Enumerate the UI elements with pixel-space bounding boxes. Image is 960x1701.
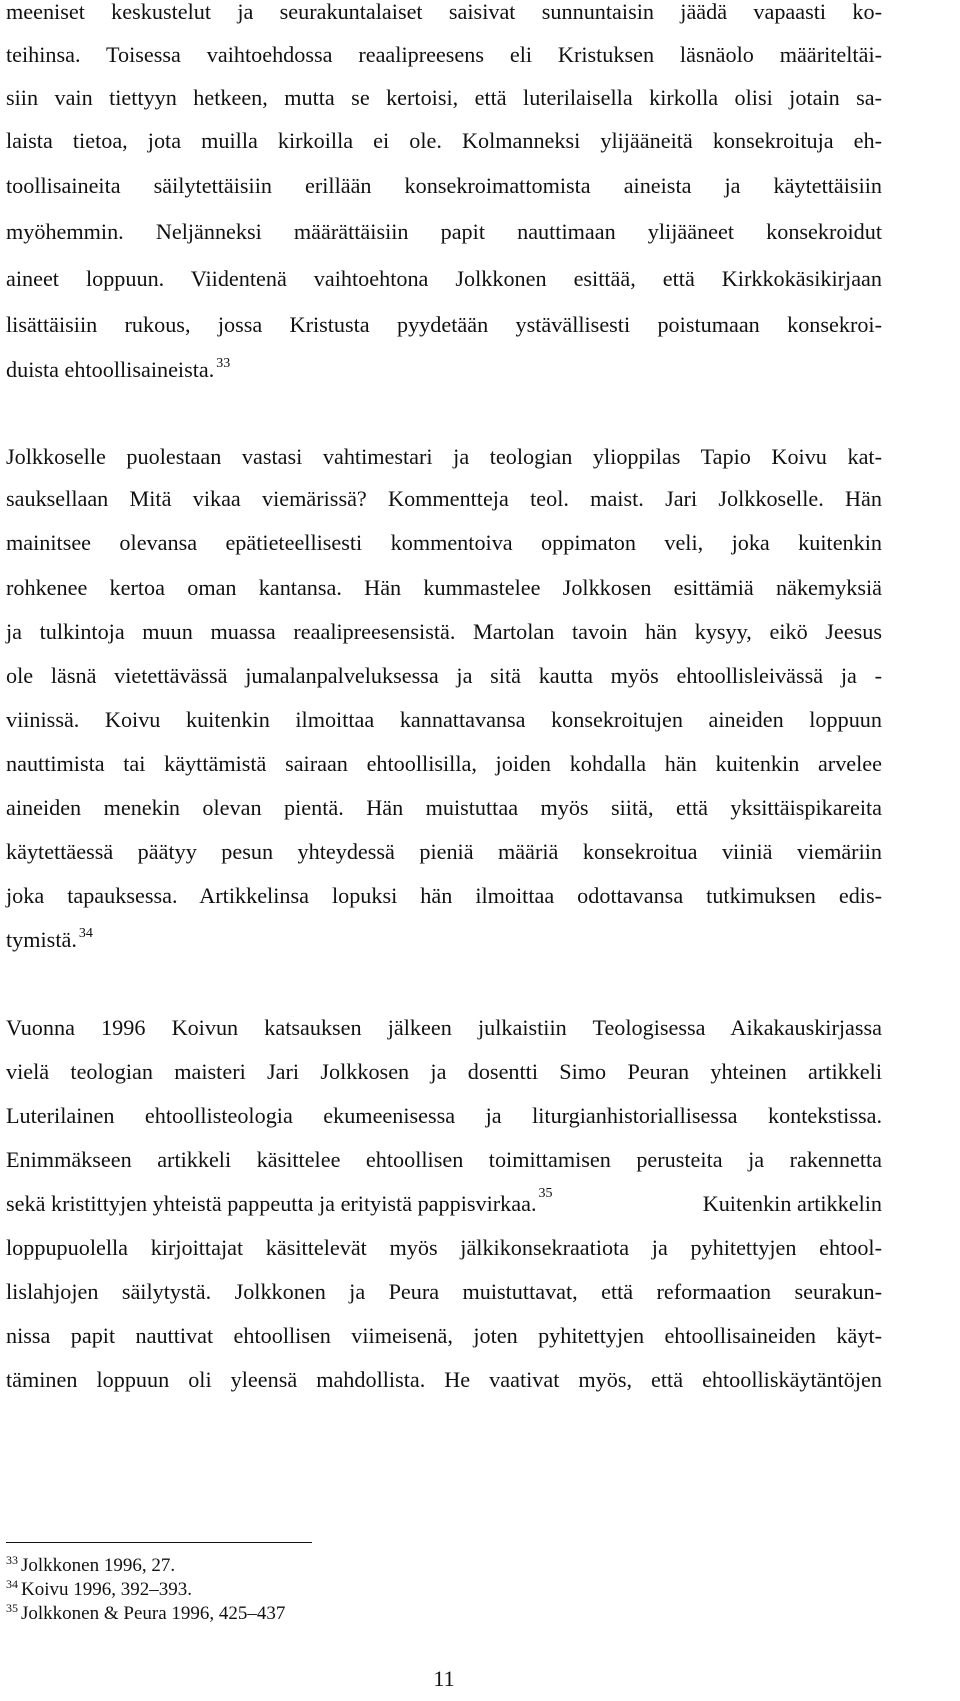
text-line: Luterilainen ehtoollisteologia ekumeenisessa ja liturgianhistoriallisessa kontekstissa.	[6, 1103, 882, 1128]
text-line: nissa papit nauttivat ehtoollisen viimeisenä, joten pyhitettyjen ehtoollisaineiden käyt-	[6, 1323, 882, 1348]
text-line: vielä teologian maisteri Jari Jolkkosen ja dosentti Simo Peuran yhteinen artikkeli	[6, 1059, 882, 1084]
text-line: sauksellaan Mitä vikaa viemärissä? Kommentteja teol. maist. Jari Jolkkoselle. Hän	[6, 486, 882, 511]
text-line: loppupuolella kirjoittajat käsittelevät myös jälkikonsekraatiota ja pyhitettyjen ehtool-	[6, 1235, 882, 1260]
text-line: siin vain tiettyyn hetkeen, mutta se kertoisi, että luterilaisella kirkolla olisi jotain sa-	[6, 85, 882, 110]
footnote-number: 35	[6, 1601, 18, 1615]
text-line: lislahjojen säilytystä. Jolkkonen ja Peura muistuttavat, että reformaation seurakun-	[6, 1279, 882, 1304]
text-line: Jolkkoselle puolestaan vastasi vahtimestari ja teologian ylioppilas Tapio Koivu kat-	[6, 444, 882, 469]
text-line: myöhemmin. Neljänneksi määrättäisiin papit nauttimaan ylijääneet konsekroidut	[6, 219, 882, 244]
text-line: aineet loppuun. Viidentenä vaihtoehtona Jolkkonen esittää, että Kirkkokäsikirjaan	[6, 266, 882, 291]
text-line: ja tulkintoja muun muassa reaalipreesensistä. Martolan tavoin hän kysyy, eikö Jeesus	[6, 619, 882, 644]
text-line: meeniset keskustelut ja seurakuntalaiset saisivat sunnuntaisin jäädä vapaasti ko-	[6, 0, 882, 24]
footnote-text: Koivu 1996, 392–393.	[21, 1579, 192, 1600]
text-line	[6, 1184, 882, 1224]
line-text: sekä kristittyjen yhteistä pappeutta ja erityistä pappisvirkaa.	[6, 1191, 537, 1216]
text-line: täminen loppuun oli yleensä mahdollista. He vaativat myös, että ehtoolliskäytäntöjen	[6, 1367, 882, 1392]
text-line: nauttimista tai käyttämistä sairaan ehtoollisilla, joiden kohdalla hän kuitenkin arvelee	[6, 751, 882, 776]
text-line	[6, 350, 882, 390]
footnote-ref[interactable]: 35	[538, 1186, 553, 1201]
footnote-text: Jolkkonen 1996, 27.	[21, 1555, 176, 1576]
text-line: teihinsa. Toisessa vaihtoehdossa reaalipreesens eli Kristuksen läsnäolo määriteltäi-	[6, 42, 882, 67]
text-line	[6, 920, 882, 960]
text-line: joka tapauksessa. Artikkelinsa lopuksi hän ilmoittaa odottavansa tutkimuksen edis-	[6, 883, 882, 908]
line-text-tail: Kuitenkin artikkelin	[697, 1191, 882, 1216]
text-line: rohkenee kertoa oman kantansa. Hän kummastelee Jolkkosen esittämiä näkemyksiä	[6, 575, 882, 600]
footnote	[6, 1555, 175, 1577]
text-line: laista tietoa, jota muilla kirkoilla ei ole. Kolmanneksi ylijääneitä konsekroituja eh-	[6, 128, 882, 153]
footnote-number: 33	[6, 1553, 18, 1567]
page-number: 11	[433, 1666, 455, 1691]
line-text: duista ehtoollisaineista.	[6, 357, 215, 382]
text-line: toollisaineita säilytettäisiin erillään konsekroimattomista aineista ja käytettäisiin	[6, 173, 882, 198]
text-line: ole läsnä vietettävässä jumalanpalveluksessa ja sitä kautta myös ehtoollisleivässä ja -	[6, 663, 882, 688]
line-text: tymistä.	[6, 927, 77, 952]
text-line: mainitsee olevansa epätieteellisesti kommentoiva oppimaton veli, joka kuitenkin	[6, 530, 882, 555]
footnote-text: Jolkkonen & Peura 1996, 425–437	[21, 1603, 286, 1624]
footnote	[6, 1579, 192, 1601]
text-line: lisättäisiin rukous, jossa Kristusta pyydetään ystävällisesti poistumaan konsekroi-	[6, 312, 882, 337]
text-line: Vuonna 1996 Koivun katsauksen jälkeen julkaistiin Teologisessa Aikakauskirjassa	[6, 1015, 882, 1040]
footnote-divider	[6, 1542, 312, 1543]
text-line: aineiden menekin olevan pientä. Hän muistuttaa myös siitä, että yksittäispikareita	[6, 795, 882, 820]
text-line: käytettäessä päätyy pesun yhteydessä pieniä määriä konsekroitua viiniä viemäriin	[6, 839, 882, 864]
footnote-ref[interactable]: 33	[216, 356, 231, 371]
footnote-number: 34	[6, 1577, 18, 1591]
text-line: Enimmäkseen artikkeli käsittelee ehtoollisen toimittamisen perusteita ja rakennetta	[6, 1147, 882, 1172]
footnote	[6, 1603, 285, 1625]
footnote-ref[interactable]: 34	[78, 926, 93, 941]
text-line: viinissä. Koivu kuitenkin ilmoittaa kannattavansa konsekroitujen aineiden loppuun	[6, 707, 882, 732]
